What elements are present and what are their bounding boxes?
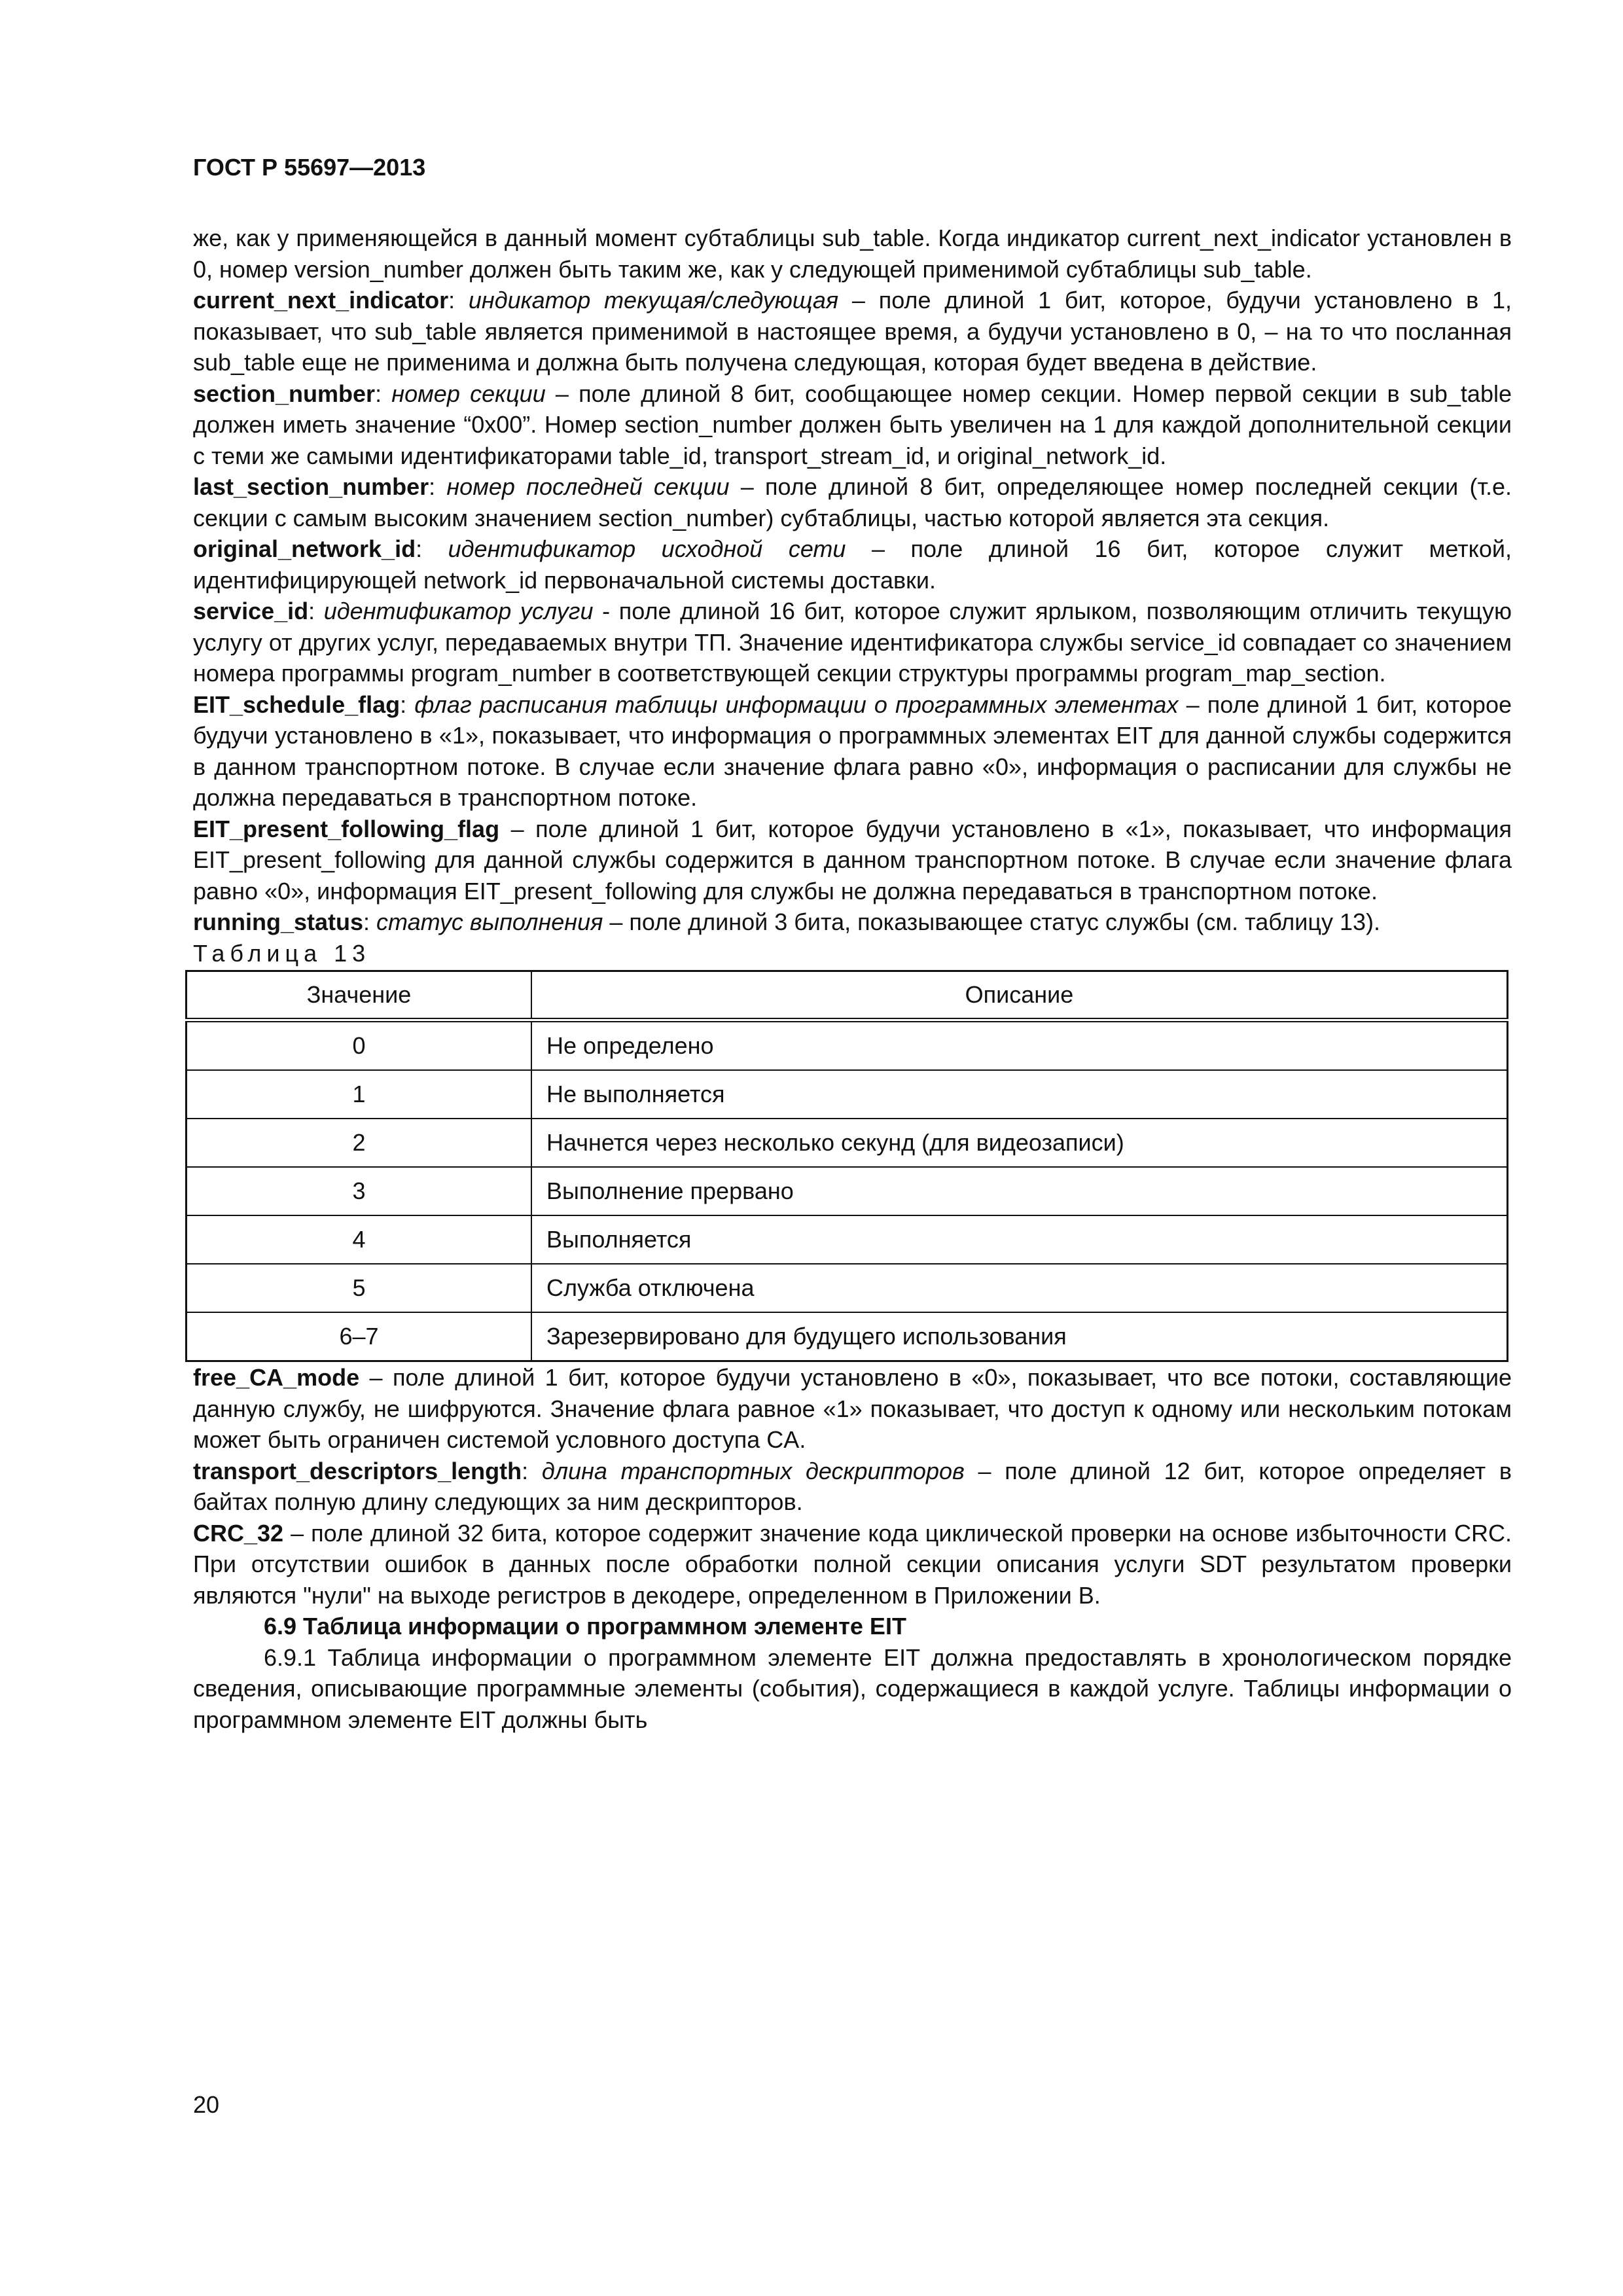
- cell-description: Выполнение прервано: [531, 1167, 1508, 1215]
- term: running_status: [193, 908, 364, 935]
- cell-value: 0: [187, 1020, 532, 1071]
- paragraph-transport-descriptors-length: [193, 1456, 1512, 1518]
- paragraph-crc-32: [193, 1518, 1512, 1611]
- table-row: [187, 1312, 1508, 1361]
- cell-description: Начнется через несколько секунд (для видеозаписи): [531, 1119, 1508, 1167]
- cell-value: 1: [187, 1070, 532, 1119]
- paragraph-current-next-indicator: [193, 285, 1512, 378]
- table-caption: Таблица 13: [193, 939, 371, 967]
- term-translation: флаг расписания таблицы информации о программных элементах: [414, 691, 1179, 718]
- column-header-description: Описание: [531, 971, 1508, 1020]
- term-translation: идентификатор исходной сети: [448, 535, 846, 562]
- term: current_next_indicator: [193, 287, 449, 314]
- term: original_network_id: [193, 535, 416, 562]
- definition: – поле длиной 16 бит, которое служит меткой, идентифицирующей network_id первоначальной системы доставки.: [193, 535, 1512, 594]
- running-status-table: [185, 970, 1508, 1362]
- table-row: [187, 1119, 1508, 1167]
- cell-value: 3: [187, 1167, 532, 1215]
- table-row: [187, 1020, 1508, 1071]
- cell-description: Выполняется: [531, 1215, 1508, 1264]
- definition: – поле длиной 1 бит, которое будучи установлено в «0», показывает, что все потоки, составляющие данную службу, не шифруются. Значение флага равное «1» показывает, что доступ к одному или нескольким потокам может быть ограничен системой условного доступа CA.: [193, 1364, 1512, 1453]
- cell-description: Зарезервировано для будущего использования: [531, 1312, 1508, 1361]
- paragraph-free-ca-mode: [193, 1362, 1512, 1456]
- separator: :: [522, 1457, 542, 1484]
- table-row: [187, 1264, 1508, 1312]
- term: EIT_present_following_flag: [193, 815, 500, 842]
- cell-value: 5: [187, 1264, 532, 1312]
- definition: - поле длиной 16 бит, которое служит ярлыком, позволяющим отличить текущую услугу от других услуг, передаваемых внутри ТП. Значение идентификатора службы service_id совпадает со значением номера программы program_number в соответствующей секции структуры программы program_map_section.: [193, 598, 1512, 687]
- definition: – поле длиной 32 бита, которое содержит значение кода циклической проверки на основе избыточности CRC. При отсутствии ошибок в данных после обработки полной секции описания услуги SDT результатом проверки являются "нули" на выходе регистров в декодере, определенном в Приложении В.: [193, 1519, 1512, 1609]
- paragraph-running-status: [193, 906, 1512, 938]
- cell-description: Служба отключена: [531, 1264, 1508, 1312]
- table-wrapper: [185, 970, 1504, 1362]
- paragraph: же, как у применяющейся в данный момент субтаблицы sub_table. Когда индикатор current_next_indicator установлен в 0, номер version_number должен быть таким же, как у следующей применимой субтаблицы sub_table.: [193, 224, 1512, 283]
- cell-value: 2: [187, 1119, 532, 1167]
- term: last_section_number: [193, 473, 429, 500]
- cell-description: Не выполняется: [531, 1070, 1508, 1119]
- definition: – поле длиной 8 бит, определяющее номер последней секции (т.е. секции с самым высоким значением section_number) субтаблицы, частью которой является эта секция.: [193, 473, 1512, 531]
- cell-value: 6–7: [187, 1312, 532, 1361]
- section-heading: 6.9 Таблица информации о программном элементе EIT: [264, 1613, 906, 1640]
- separator: :: [416, 535, 448, 562]
- separator: :: [363, 908, 377, 935]
- paragraph-eit-present-following-flag: [193, 814, 1512, 907]
- paragraph-section-number: [193, 378, 1512, 472]
- paragraph-eit-schedule-flag: [193, 689, 1512, 814]
- definition: – поле длиной 12 бит, которое определяет в байтах полную длину следующих за ним дескрипторов.: [193, 1457, 1512, 1515]
- definition: – поле длиной 3 бита, показывающее статус службы (см. таблицу 13).: [603, 908, 1381, 935]
- term-translation: номер секции: [391, 380, 546, 407]
- paragraph-original-network-id: [193, 533, 1512, 596]
- term: CRC_32: [193, 1519, 284, 1547]
- cell-value: 4: [187, 1215, 532, 1264]
- definition: – поле длиной 1 бит, которое будучи установлено в «1», показывает, что информация о программных элементах EIT для данной службы содержится в данном транспортном потоке. В случае если значение флага равно «0», информация о расписании для службы не должна передаваться в транспортном потоке.: [193, 691, 1512, 811]
- term-translation: длина транспортных дескрипторов: [541, 1457, 965, 1484]
- table-header-row: [187, 971, 1508, 1020]
- table-row: [187, 1167, 1508, 1215]
- term: service_id: [193, 598, 309, 624]
- page-number: 20: [193, 2091, 220, 2118]
- term-translation: номер последней секции: [446, 473, 730, 500]
- definition: – поле длиной 1 бит, которое будучи установлено в «1», показывает, что информация EIT_present_following для данной службы содержится в данном транспортном потоке. В случае если значение флага равно «0», информация EIT_present_following для службы не должна передаваться в транспортном потоке.: [193, 815, 1512, 905]
- separator: :: [429, 473, 447, 500]
- column-header-value: Значение: [187, 971, 532, 1020]
- separator: :: [375, 380, 392, 407]
- term: EIT_schedule_flag: [193, 691, 401, 718]
- paragraph-last-section-number: [193, 471, 1512, 533]
- term: free_CA_mode: [193, 1364, 360, 1391]
- definition: – поле длиной 1 бит, которое, будучи установлено в 1, показывает, что sub_table является применимой в настоящее время, а будучи установлено в 0, – на то что посланная sub_table еще не применима и должна быть получена следующая, которая будет введена в действие.: [193, 287, 1512, 376]
- separator: :: [308, 598, 324, 624]
- document-header: ГОСТ Р 55697—2013: [193, 154, 426, 181]
- separator: :: [448, 287, 469, 314]
- paragraph-6-9-1: 6.9.1 Таблица информации о программном элементе EIT должна предоставлять в хронологическом порядке сведения, описывающие программные элементы (события), содержащиеся в каждой услуге. Таблицы информации о программном элементе EIT должны быть: [193, 1643, 1512, 1733]
- definition: – поле длиной 8 бит, сообщающее номер секции. Номер первой секции в sub_table должен иметь значение “0x00”. Номер section_number должен быть увеличен на 1 для каждой дополнительной секции с теми же самыми идентификаторами table_id, transport_stream_id, и original_network_id.: [193, 380, 1512, 469]
- table-row: [187, 1070, 1508, 1119]
- term-translation: статус выполнения: [376, 908, 603, 935]
- term-translation: идентификатор услуги: [323, 598, 594, 624]
- term: transport_descriptors_length: [193, 1457, 522, 1484]
- separator: :: [400, 691, 415, 718]
- paragraph-service-id: [193, 596, 1512, 689]
- document-body: [193, 223, 1512, 1735]
- term: section_number: [193, 380, 376, 407]
- table-row: [187, 1215, 1508, 1264]
- term-translation: индикатор текущая/следующая: [468, 287, 839, 314]
- cell-description: Не определено: [531, 1020, 1508, 1071]
